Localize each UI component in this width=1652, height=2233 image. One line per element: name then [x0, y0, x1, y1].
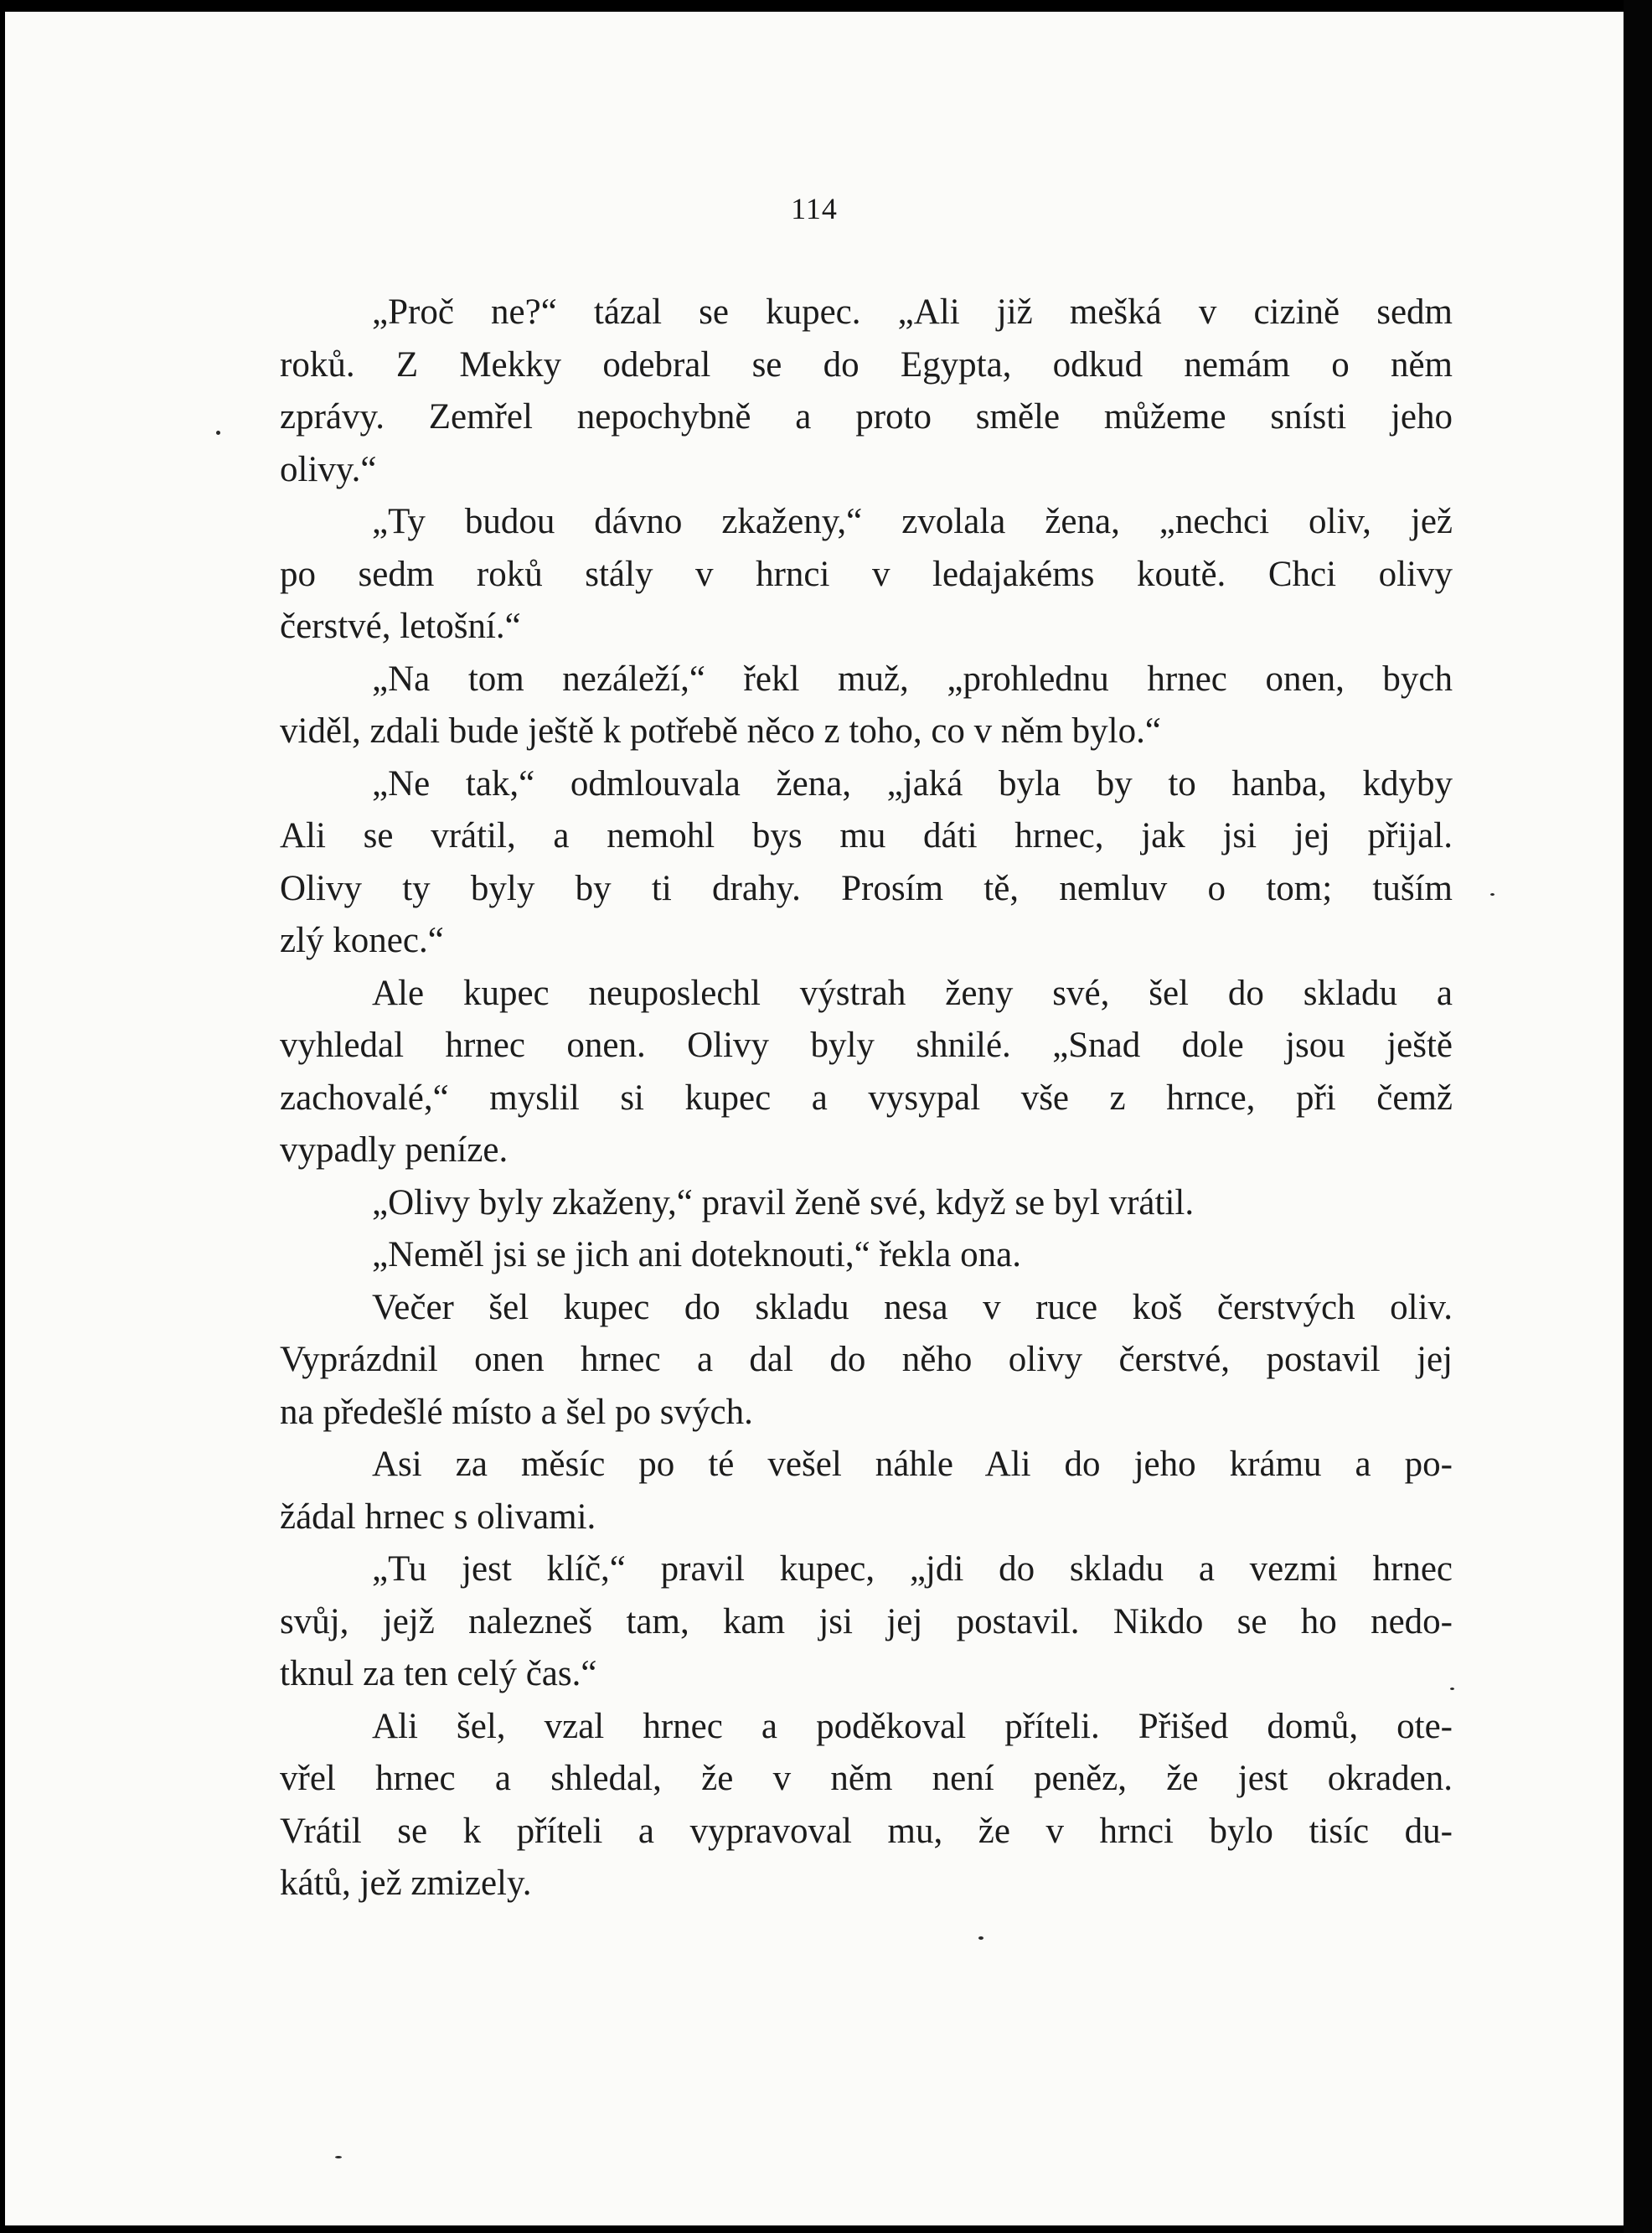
page-number: 114 [791, 192, 838, 225]
text-line: vyhledal hrnec onen. Olivy byly shnilé. „Snad dole jsou ještě [280, 1026, 1453, 1065]
text-line: Ale kupec neuposlechl výstrah ženy své, šel do skladu a [372, 973, 1453, 1013]
text-line: svůj, jejž nalezneš tam, kam jsi jej postavil. Nikdo se ho nedo- [280, 1601, 1453, 1641]
text-line: Ali se vrátil, a nemohl bys mu dáti hrnec, jak jsi jej přijal. [280, 816, 1453, 855]
text-line: „Na tom nezáleží,“ řekl muž, „prohlednu hrnec onen, bych [372, 659, 1453, 699]
text-line: zprávy. Zemřel nepochybně a proto směle můžeme snísti jeho [280, 397, 1453, 437]
text-line: na předešlé místo a šel po svých. [280, 1392, 753, 1432]
text-line: „Olivy byly zkaženy,“ pravil ženě své, když se byl vrátil. [372, 1182, 1195, 1222]
text-line: „Ne tak,“ odmlouvala žena, „jaká byla by to hanba, kdyby [372, 763, 1453, 804]
text-line: Ali šel, vzal hrnec a poděkoval příteli. Přišed domů, ote- [372, 1706, 1453, 1746]
text-line: žádal hrnec s olivami. [280, 1496, 596, 1537]
paragraph [280, 1177, 1453, 1230]
text-line: Olivy ty byly by ti drahy. Prosím tě, nemluv o tom; tuším [280, 868, 1453, 908]
paragraph [280, 287, 1453, 496]
paragraph [280, 1282, 1453, 1440]
paragraph [280, 496, 1453, 654]
text-line: Vrátil se k příteli a vypravoval mu, že v hrnci bylo tisíc du- [280, 1811, 1453, 1851]
paragraph [280, 1701, 1453, 1910]
paragraph [280, 1229, 1453, 1282]
text-line: roků. Z Mekky odebral se do Egypta, odkud nemám o něm [280, 344, 1453, 385]
text-line: „Ty budou dávno zkaženy,“ zvolala žena, „nechci oliv, jež [372, 502, 1453, 541]
text-line: tknul za ten celý čas.“ [280, 1654, 597, 1693]
text-line: „Tu jest klíč,“ pravil kupec, „jdi do skladu a vezmi hrnec [372, 1549, 1453, 1589]
paragraph [280, 968, 1453, 1177]
text-line: olivy.“ [280, 449, 377, 489]
scan-edge [1624, 0, 1652, 2233]
text-line: po sedm roků stály v hrnci v ledajakéms koutě. Chci olivy [280, 554, 1453, 594]
text-line: „Neměl jsi se jich ani doteknouti,“ řekla ona. [372, 1235, 1021, 1274]
text-line: Vyprázdnil onen hrnec a dal do něho olivy čerstvé, postavil jej [280, 1340, 1453, 1379]
text-line: čerstvé, letošní.“ [280, 607, 521, 646]
text-line: viděl, zdali bude ještě k potřebě něco z toho, co v něm bylo.“ [280, 711, 1161, 751]
text-line: zachovalé,“ myslil si kupec a vysypal vše z hrnce, při čemž [280, 1078, 1453, 1118]
text-line: zlý konec.“ [280, 921, 444, 960]
paragraph [280, 1543, 1453, 1701]
text-line: „Proč ne?“ tázal se kupec. „Ali již mešká v cizině sedm [372, 292, 1453, 332]
text-line: Večer šel kupec do skladu nesa v ruce koš čerstvých oliv. [372, 1287, 1453, 1327]
text-line: vřel hrnec a shledal, že v něm není peněz, že jest okraden. [280, 1759, 1453, 1798]
print-speck [335, 2156, 342, 2158]
print-speck [1490, 893, 1495, 896]
body-text [280, 287, 1453, 1910]
paragraph [280, 1439, 1453, 1543]
text-line: Asi za měsíc po té vešel náhle Ali do jeho krámu a po- [372, 1445, 1453, 1484]
paragraph [280, 758, 1453, 968]
text-line: kátů, jež zmizely. [280, 1863, 532, 1903]
print-speck [216, 431, 220, 435]
paragraph [280, 654, 1453, 758]
text-line: vypadly peníze. [280, 1130, 509, 1170]
print-speck [978, 1936, 983, 1940]
book-page [5, 12, 1624, 2225]
print-speck [1450, 1688, 1454, 1690]
